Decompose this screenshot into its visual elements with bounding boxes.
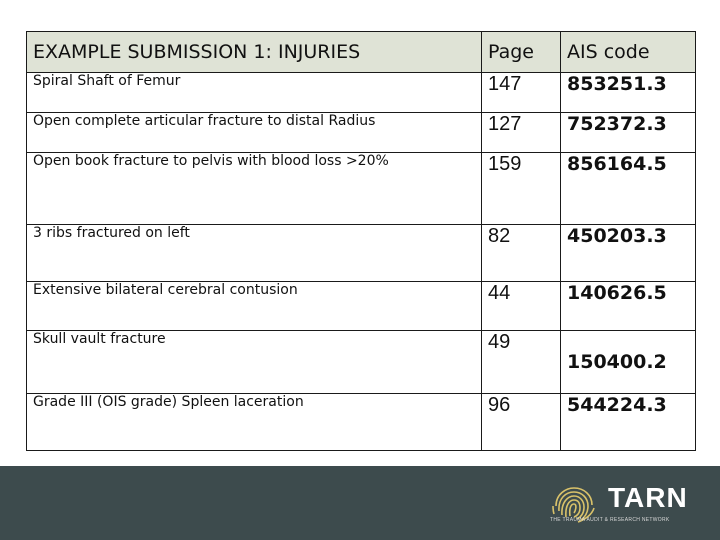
injury-cell: 3 ribs fractured on left (27, 225, 482, 282)
page-cell: 147 (482, 73, 561, 113)
logo-wordmark: TARN (608, 482, 688, 513)
page-cell: 49 (482, 331, 561, 394)
ais-code-cell: 544224.3 (561, 394, 696, 451)
injury-cell: Skull vault fracture (27, 331, 482, 394)
injury-cell: Spiral Shaft of Femur (27, 73, 482, 113)
table-row (27, 282, 696, 331)
injury-cell: Extensive bilateral cerebral contusion (27, 282, 482, 331)
page-cell: 159 (482, 153, 561, 225)
injury-cell: Open complete articular fracture to distal Radius (27, 113, 482, 153)
table-row (27, 153, 696, 225)
table-row (27, 225, 696, 282)
injury-cell: Grade III (OIS grade) Spleen laceration (27, 394, 482, 451)
tarn-logo (548, 484, 708, 524)
header-ais-code: AIS code (561, 32, 696, 73)
table-row (27, 113, 696, 153)
header-page: Page (482, 32, 561, 73)
injury-cell: Open book fracture to pelvis with blood loss >20% (27, 153, 482, 225)
ais-code-cell: 853251.3 (561, 73, 696, 113)
page-cell: 44 (482, 282, 561, 331)
ais-code-cell: 856164.5 (561, 153, 696, 225)
page-cell: 127 (482, 113, 561, 153)
ais-code-cell: 752372.3 (561, 113, 696, 153)
page-cell: 82 (482, 225, 561, 282)
injuries-table (26, 31, 696, 451)
page-cell: 96 (482, 394, 561, 451)
table-row (27, 394, 696, 451)
table-row (27, 73, 696, 113)
table-row (27, 331, 696, 394)
table-header-row (27, 32, 696, 73)
header-injuries: EXAMPLE SUBMISSION 1: INJURIES (27, 32, 482, 73)
ais-code-cell: 450203.3 (561, 225, 696, 282)
logo-tagline: THE TRAUMA AUDIT & RESEARCH NETWORK (550, 517, 670, 523)
ais-code-cell: 150400.2 (561, 331, 696, 394)
ais-code-cell: 140626.5 (561, 282, 696, 331)
